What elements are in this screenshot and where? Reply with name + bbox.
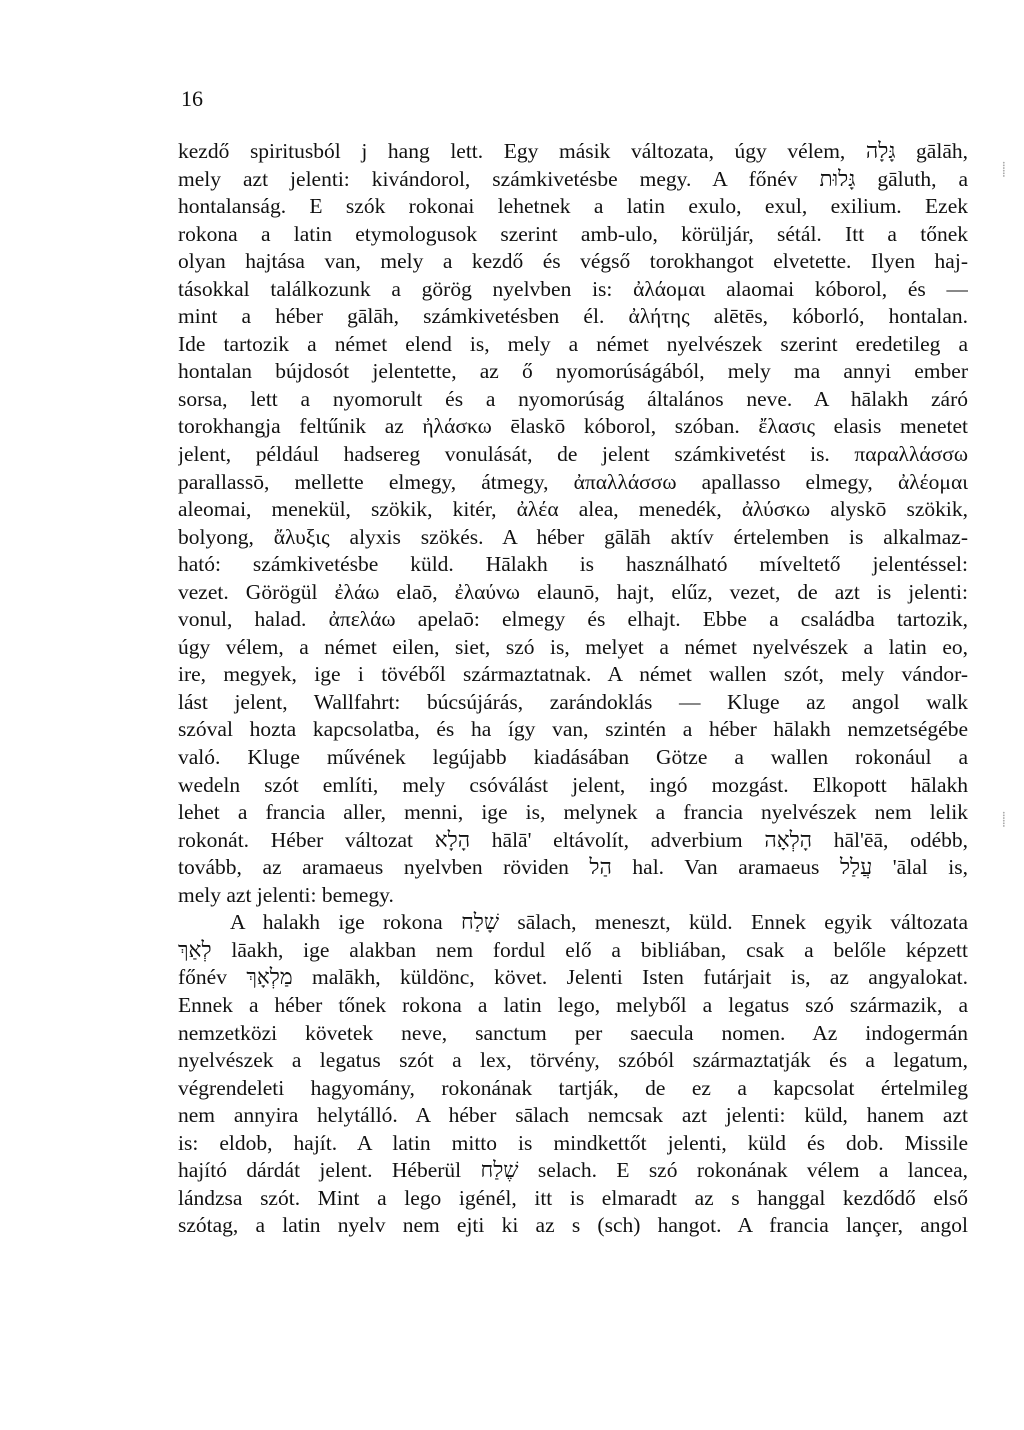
text-line: végrendeleti hagyomány, rokonának tartják, de ez a kapcsolat értelmileg	[178, 1075, 968, 1100]
text-line: jelent, például hadsereg vonulását, de jelent számkivetést is. παραλλάσσω	[178, 442, 968, 467]
text-line: szóval hozta kapcsolatba, és ha így van, szintén a héber hālakh nemzetségébe	[178, 717, 968, 742]
text-line: bolyong, ἄλυξις alyxis szökés. A héber gālāh aktív értelemben is alkalmaz-	[178, 524, 968, 549]
text-line: hontalan bújdosót jelentette, az ő nyomorúságából, mely ma annyi ember	[178, 359, 968, 384]
text-line: lehet a francia aller, menni, ige is, melynek a francia nyelvészek nem lelik	[178, 800, 968, 825]
text-line: ire, megyek, ige i tövéből származtatnak. A német wallen szót, mely vándor-	[178, 662, 968, 687]
page-number: 16	[181, 86, 203, 111]
text-line: wedeln szót említi, mely csóválást jelent, ingó mozgást. Elkopott hālakh	[178, 772, 968, 797]
text-line: vezet. Görögül ἐλάω elaō, ἐλαύνω elaunō, hajt, elűz, vezet, de azt is jelenti:	[178, 579, 968, 604]
text-line: vonul, halad. ἀπελάω apelaō: elmegy és elhajt. Ebbe a családba tartozik,	[178, 607, 968, 632]
text-line: Ide tartozik a német elend is, mely a német nyelvészek szerint eredetileg a	[178, 331, 968, 356]
text-line: tásokkal találkozunk a görög nyelvben is: ἀλάομαι alaomai kóborol, és —	[178, 276, 968, 301]
text-line: nemzetközi követek neve, sanctum per saecula nomen. Az indogermán	[178, 1020, 968, 1045]
text-line: mely azt jelenti: bemegy.	[178, 882, 394, 907]
text-line: szótag, a latin nyelv nem ejti ki az s (sch) hangot. A francia lançer, angol	[178, 1213, 968, 1238]
text-line: nem annyira helytálló. A héber sālach nemcsak azt jelenti: küld, hanem azt	[178, 1103, 968, 1128]
text-line: kezdő spiritusból j hang lett. Egy másik változata, úgy vélem, גָּלָה gālāh,	[178, 139, 968, 163]
text-line: hontalanság. E szók rokonai lehetnek a latin exulo, exul, exilium. Ezek	[178, 194, 968, 219]
margin-mark: ⸽	[1002, 162, 1006, 178]
text-line: mely azt jelenti: kivándorol, számkivetésbe megy. A főnév גָּלוּת gāluth, a	[178, 166, 968, 191]
text-line: is: eldob, hajít. A latin mitto is mindkettőt jelenti, küld és dob. Missile	[178, 1130, 968, 1155]
text-line: való. Kluge művének legújabb kiadásában Götze a wallen rokonául a	[178, 745, 968, 770]
text-line: főnév מַלְאָךְ malākh, küldönc, követ. Jelenti Isten futárjait is, az angyalokat.	[178, 965, 968, 990]
text-line: Ennek a héber tőnek rokona a latin lego, melyből a legatus szó származik, a	[178, 992, 968, 1017]
text-line: hajító dárdát jelent. Héberül שֶׁלַח selach. E szó rokonának vélem a lancea,	[178, 1158, 968, 1183]
text-line: torokhangja feltűnik az ἠλάσκω ēlaskō kóborol, szóban. ἔλασις elasis menetet	[178, 414, 968, 439]
text-line: lándzsa szót. Mint a lego igénél, itt is elmaradt az s hanggal kezdődő első	[178, 1185, 968, 1210]
text-line: sorsa, lett a nyomorult és a nyomorúság általános neve. A hālakh záró	[178, 386, 968, 411]
text-line: ható: számkivetésbe küld. Hālakh is használható míveltető jelentéssel:	[178, 552, 968, 577]
text-line: mint a héber gālāh, számkivetésben él. ἀλήτης alētēs, kóborló, hontalan.	[178, 304, 968, 329]
margin-mark: ⸽	[1002, 812, 1006, 828]
text-line: aleomai, menekül, szökik, kitér, ἀλέα alea, menedék, ἀλύσκω alyskō szökik,	[178, 497, 968, 522]
text-line: olyan hajtása van, mely a kezdő és végső torokhangot elvetette. Ilyen haj-	[178, 249, 968, 274]
text-line: לְאַךְ lāakh, ige alakban nem fordul elő a bibliában, csak a belőle képzett	[178, 937, 968, 962]
text-line: rokonát. Héber változat הָלָא hālā' eltávolít, adverbium הָלְאָה hāl'ēā, odébb,	[178, 827, 968, 852]
text-line: nyelvészek a legatus szót a lex, törvény, szóból származtatják és a legatum,	[178, 1048, 968, 1073]
text-line: lást jelent, Wallfahrt: búcsújárás, zarándoklás — Kluge az angol walk	[178, 689, 968, 714]
text-line: úgy vélem, a német eilen, siet, szó is, melyet a német nyelvészek a latin eo,	[178, 634, 968, 659]
text-line: tovább, az aramaeus nyelvben röviden הַל hal. Van aramaeus עֲלַל 'ālal is,	[178, 855, 968, 880]
text-line: A halakh ige rokona שָׁלַח sālach, meneszt, küld. Ennek egyik változata	[230, 910, 968, 935]
text-line: parallassō, mellette elmegy, átmegy, ἀπαλλάσσω apallasso elmegy, ἀλέομαι	[178, 469, 968, 494]
text-line: rokona a latin etymologusok szerint amb-ulo, körüljár, sétál. Itt a tőnek	[178, 221, 968, 246]
body-text	[178, 138, 968, 1240]
